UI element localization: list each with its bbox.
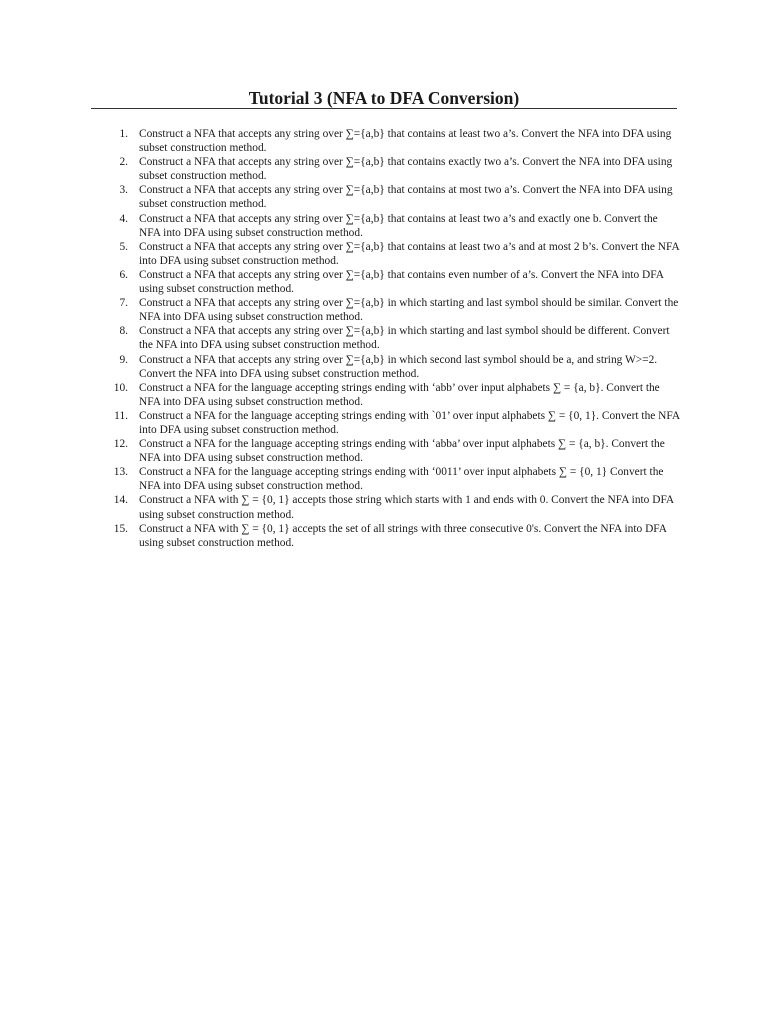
exercise-number: 8. — [119, 325, 128, 338]
exercise-text: Construct a NFA that accepts any string over ∑={a,b} that contains at least two a’s. Convert the NFA into DFA using subset construction method. — [139, 128, 672, 155]
exercise-item-10 — [108, 381, 680, 409]
exercise-item-12 — [108, 437, 680, 465]
exercise-number: 2. — [119, 156, 128, 169]
title-divider — [91, 108, 677, 109]
exercise-number: 12. — [113, 438, 128, 451]
exercise-text: Construct a NFA that accepts any string over ∑={a,b} that contains exactly two a’s. Convert the NFA into DFA using subset construction method. — [139, 156, 673, 183]
exercise-text: Construct a NFA that accepts any string over ∑={a,b} that contains at least two a’s and at most 2 b’s. Convert the NFA into DFA using subset construction method. — [139, 240, 680, 267]
exercise-text: Construct a NFA for the language accepting strings ending with `01’ over input alphabets ∑ = {0, 1}. Convert the NFA into DFA using subset construction method. — [139, 409, 680, 436]
exercise-text: Construct a NFA that accepts any string over ∑={a,b} that contains at most two a’s. Convert the NFA into DFA using subset construction method. — [139, 184, 673, 211]
exercise-text: Construct a NFA with ∑ = {0, 1} accepts the set of all strings with three consecutive 0's. Convert the NFA into DFA using subset construction method. — [139, 522, 667, 549]
exercise-number: 14. — [113, 494, 128, 507]
exercise-item-11 — [108, 409, 680, 437]
exercise-text: Construct a NFA that accepts any string over ∑={a,b} in which starting and last symbol should be different. Convert the NFA into DFA using subset construction method. — [139, 325, 670, 352]
exercise-item-15 — [108, 522, 680, 550]
exercise-number: 6. — [119, 268, 128, 281]
exercise-item-3 — [108, 183, 680, 211]
exercise-number: 11. — [114, 409, 128, 422]
exercise-item-6 — [108, 268, 680, 296]
exercise-number: 10. — [113, 381, 128, 394]
exercise-text: Construct a NFA for the language accepting strings ending with ‘0011’ over input alphabets ∑ = {0, 1} Convert the NFA into DFA using subset construction method. — [139, 466, 664, 493]
exercise-number: 5. — [119, 240, 128, 253]
exercise-text: Construct a NFA that accepts any string over ∑={a,b} in which starting and last symbol should be similar. Convert the NFA into DFA using subset construction method. — [139, 297, 679, 324]
exercise-list — [108, 127, 680, 550]
exercise-number: 1. — [119, 128, 128, 140]
exercise-number: 13. — [113, 466, 128, 479]
exercise-number: 9. — [119, 353, 128, 366]
page-title: Tutorial 3 (NFA to DFA Conversion) — [248, 88, 520, 108]
exercise-item-13 — [108, 465, 680, 493]
exercise-text: Construct a NFA that accepts any string over ∑={a,b} in which second last symbol should be a, and string W>=2. Convert the NFA into DFA using subset construction method. — [139, 353, 658, 380]
exercise-item-5 — [108, 240, 680, 268]
exercise-text: Construct a NFA that accepts any string over ∑={a,b} that contains at least two a’s and exactly one b. Convert the NFA into DFA using subset construction method. — [139, 212, 658, 239]
exercise-number: 3. — [119, 184, 128, 197]
exercise-text: Construct a NFA that accepts any string over ∑={a,b} that contains even number of a’s. Convert the NFA into DFA using subset construction method. — [139, 268, 664, 296]
exercise-number: 15. — [113, 522, 128, 535]
exercise-text: Construct a NFA for the language accepting strings ending with ‘abba’ over input alphabets ∑ = {a, b}. Convert the NFA into DFA using subset construction method. — [139, 438, 665, 465]
exercise-item-1 — [108, 127, 680, 155]
exercise-item-7 — [108, 296, 680, 324]
exercise-item-8 — [108, 324, 680, 352]
exercise-item-9 — [108, 353, 680, 381]
exercise-item-14 — [108, 493, 680, 521]
exercise-item-4 — [108, 212, 680, 240]
exercise-text: Construct a NFA for the language accepting strings ending with ‘abb’ over input alphabets ∑ = {a, b}. Convert the NFA into DFA using subset construction method. — [139, 381, 660, 408]
exercise-text: Construct a NFA with ∑ = {0, 1} accepts those string which starts with 1 and ends with 0. Convert the NFA into DFA using subset construction method. — [139, 494, 674, 521]
exercise-number: 7. — [119, 297, 128, 310]
exercise-item-2 — [108, 155, 680, 183]
exercise-number: 4. — [119, 212, 128, 225]
